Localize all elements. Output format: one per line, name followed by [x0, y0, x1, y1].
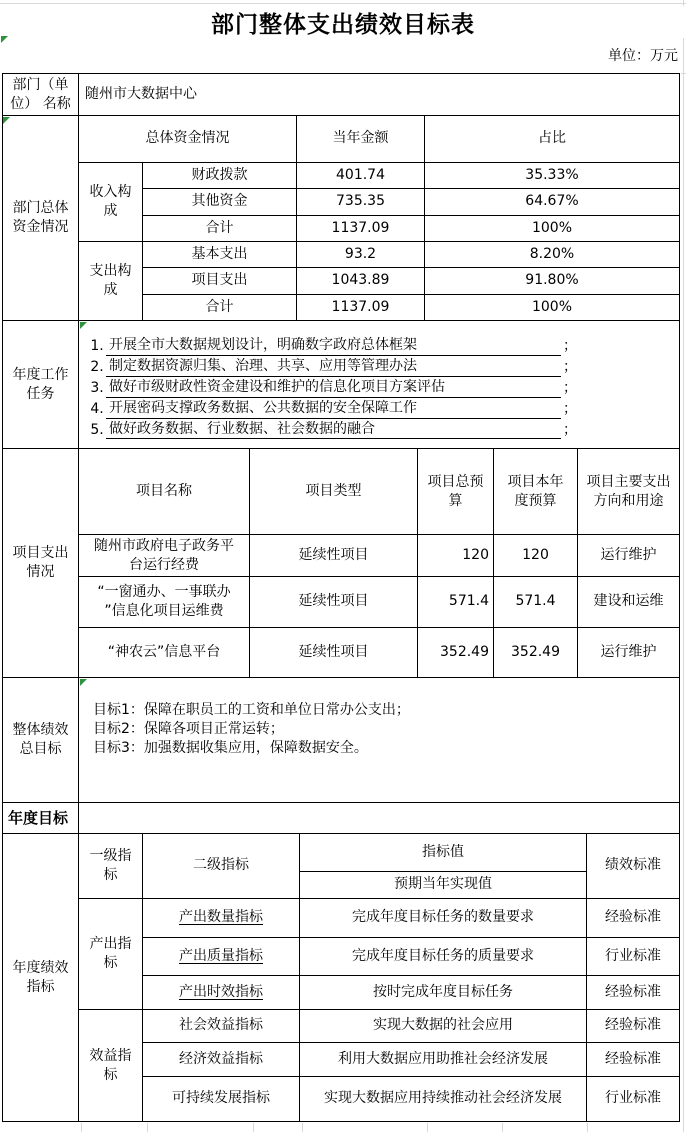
indicator-value-cell[interactable]: 实现大数据应用持续推动社会经济发展 [300, 1077, 587, 1122]
project-total-cell[interactable]: 120 [418, 535, 494, 577]
indicators-header-standard[interactable]: 绩效标准 [587, 834, 680, 899]
page-title: 部门整体支出绩效目标表 [0, 6, 686, 38]
indicator-value-cell[interactable]: 完成年度目标任务的数量要求 [300, 899, 587, 938]
indicators-header-expected[interactable]: 预期当年实现值 [300, 872, 587, 899]
funds-header-pct[interactable]: 占比 [425, 116, 680, 163]
funds-amount-cell[interactable]: 1137.09 [297, 295, 425, 321]
task-line: 4. 开展密码支撑政务数据、公共数据的安全保障工作 ； [90, 399, 577, 417]
projects-header-type[interactable]: 项目类型 [250, 449, 418, 535]
indicator-name-cell[interactable]: 产出数量指标 [143, 899, 300, 938]
indicator-name-cell[interactable]: 产出质量指标 [143, 938, 300, 976]
projects-header-use[interactable]: 项目主要支出 方向和用途 [578, 449, 680, 535]
indicator-standard-cell[interactable]: 经验标准 [587, 1043, 680, 1077]
dept-name-cell[interactable] [79, 74, 680, 116]
funds-pct-cell[interactable]: 91.80% [425, 268, 680, 295]
project-name-cell[interactable]: 随州市政府电子政务平 台运行经费 [79, 535, 250, 577]
indicators-header-level2[interactable]: 二级指标 [143, 834, 300, 899]
indicator-value-cell[interactable]: 按时完成年度目标任务 [300, 976, 587, 1010]
task-text-underlined: 开展密码支撑政务数据、公共数据的安全保障工作 [106, 399, 561, 419]
funds-pct-cell[interactable]: 100% [425, 216, 680, 242]
goal-line: 目标3：加强数据收集应用，保障数据安全。 [93, 739, 368, 756]
dept-label-cell[interactable] [3, 74, 79, 116]
funds-item-cell[interactable]: 合计 [143, 295, 297, 321]
funds-item-cell[interactable]: 项目支出 [143, 268, 297, 295]
project-type-cell[interactable]: 延续性项目 [250, 628, 418, 678]
dept-name: 随州市大数据中心 [85, 85, 197, 102]
project-use-cell[interactable]: 运行维护 [578, 535, 680, 577]
project-use-cell[interactable]: 运行维护 [578, 628, 680, 678]
goals-content-cell[interactable] [79, 678, 680, 803]
indicator-standard-cell[interactable]: 经验标准 [587, 899, 680, 938]
cell-error-indicator-icon [80, 679, 87, 686]
indicator-standard-cell[interactable]: 经验标准 [587, 1010, 680, 1043]
projects-header-total-budget[interactable]: 项目总预 算 [418, 449, 494, 535]
funds-pct-cell[interactable]: 35.33% [425, 163, 680, 189]
cell-error-indicator-icon [3, 117, 10, 124]
funds-item-cell[interactable]: 基本支出 [143, 242, 297, 268]
funds-item-cell[interactable]: 合计 [143, 216, 297, 242]
task-line: 3. 做好市级财政性资金建设和维护的信息化项目方案评估 ； [90, 378, 577, 396]
project-year-cell[interactable]: 571.4 [494, 577, 578, 628]
funds-pct-cell[interactable]: 64.67% [425, 189, 680, 216]
gridline-stub [253, 1123, 254, 1132]
project-type-cell[interactable]: 延续性项目 [250, 535, 418, 577]
gridline-stub [502, 1123, 503, 1132]
project-name-cell[interactable]: “一窗通办、一事联办 ”信息化项目运维费 [79, 577, 250, 628]
project-year-cell[interactable]: 120 [494, 535, 578, 577]
project-year-cell[interactable]: 352.49 [494, 628, 578, 678]
indicator-name-cell[interactable]: 社会效益指标 [143, 1010, 300, 1043]
indicator-name-cell[interactable]: 经济效益指标 [143, 1043, 300, 1077]
indicators-header-value[interactable]: 指标值 [300, 834, 587, 872]
funds-amount-cell[interactable]: 401.74 [297, 163, 425, 189]
goal-line: 目标2：保障各项目正常运转； [93, 720, 284, 737]
project-total-cell[interactable]: 352.49 [418, 628, 494, 678]
gridline [0, 3, 686, 4]
tasks-content-cell[interactable] [79, 321, 680, 449]
gridline-stub [147, 1123, 148, 1132]
goal-line: 目标1：保障在职员工的工资和单位日常办公支出； [93, 702, 410, 718]
projects-section-label[interactable]: 项目支出 情况 [3, 449, 79, 678]
unit-note: 单位：万元 [608, 48, 678, 64]
goals-section-label[interactable]: 整体绩效 总目标 [3, 678, 79, 803]
task-text-underlined: 做好市级财政性资金建设和维护的信息化项目方案评估 [106, 378, 561, 398]
dept-label-line: 部门（单 [12, 76, 69, 93]
indicator-name-cell[interactable]: 产出时效指标 [143, 976, 300, 1010]
task-text-underlined: 制定数据资源归集、治理、共享、应用等管理办法 [106, 357, 561, 377]
funds-amount-cell[interactable]: 1137.09 [297, 216, 425, 242]
project-type-cell[interactable]: 延续性项目 [250, 577, 418, 628]
indicator-standard-cell[interactable]: 行业标准 [587, 1077, 680, 1122]
indicators-header-level1[interactable]: 一级指 标 [79, 834, 143, 899]
funds-amount-cell[interactable]: 1043.89 [297, 268, 425, 295]
indicator-value-cell[interactable]: 实现大数据的社会应用 [300, 1010, 587, 1043]
annual-goal-empty-cell[interactable] [79, 803, 680, 834]
expense-group-label[interactable]: 支出构 成 [79, 242, 143, 321]
project-use-cell[interactable]: 建设和运维 [578, 577, 680, 628]
cell-error-indicator-icon [1, 36, 8, 43]
dept-label-line: 位） 名称 [10, 95, 71, 112]
projects-header-year-budget[interactable]: 项目本年 度预算 [494, 449, 578, 535]
funds-pct-cell[interactable]: 100% [425, 295, 680, 321]
performance-target-table [2, 73, 680, 1122]
indicator-standard-cell[interactable]: 经验标准 [587, 976, 680, 1010]
gridline-stub [427, 1123, 428, 1132]
task-line: 5. 做好政务数据、行业数据、社会数据的融合 ； [90, 420, 577, 438]
funds-amount-cell[interactable]: 735.35 [297, 189, 425, 216]
benefit-group-label[interactable]: 效益指 标 [79, 1010, 143, 1122]
gridline-stub [302, 1123, 303, 1132]
project-name-cell[interactable]: “神农云”信息平台 [79, 628, 250, 678]
gridline [683, 0, 684, 1132]
annual-goal-label[interactable]: 年度目标 [3, 803, 79, 834]
task-text-underlined: 开展全市大数据规划设计，明确数字政府总体框架 [106, 336, 561, 356]
task-text-underlined: 做好政务数据、行业数据、社会数据的融合 [106, 420, 561, 440]
gridline [681, 73, 686, 74]
funds-item-cell[interactable]: 财政拨款 [143, 163, 297, 189]
indicator-value-cell[interactable]: 利用大数据应用助推社会经济发展 [300, 1043, 587, 1077]
income-group-label[interactable]: 收入构 成 [79, 163, 143, 242]
tasks-section-label[interactable]: 年度工作 任务 [3, 321, 79, 449]
funds-pct-cell[interactable]: 8.20% [425, 242, 680, 268]
gridline-stub [81, 1123, 82, 1132]
funds-section-label[interactable]: 部门总体 资金情况 [3, 116, 79, 321]
indicator-value-cell[interactable]: 完成年度目标任务的质量要求 [300, 938, 587, 976]
indicators-section-label[interactable]: 年度绩效 指标 [3, 834, 79, 1122]
output-group-label[interactable]: 产出指 标 [79, 899, 143, 1010]
funds-header-overview[interactable]: 总体资金情况 [79, 116, 297, 163]
indicator-name-cell[interactable]: 可持续发展指标 [143, 1077, 300, 1122]
task-line: 1. 开展全市大数据规划设计，明确数字政府总体框架 ； [90, 337, 577, 354]
indicator-standard-cell[interactable]: 行业标准 [587, 938, 680, 976]
projects-header-name[interactable]: 项目名称 [79, 449, 250, 535]
funds-header-amount[interactable]: 当年金额 [297, 116, 425, 163]
gridline-stub [587, 1123, 588, 1132]
project-total-cell[interactable]: 571.4 [418, 577, 494, 628]
task-line: 2. 制定数据资源归集、治理、共享、应用等管理办法 ； [90, 357, 577, 375]
cell-error-indicator-icon [80, 322, 87, 329]
funds-item-cell[interactable]: 其他资金 [143, 189, 297, 216]
funds-amount-cell[interactable]: 93.2 [297, 242, 425, 268]
